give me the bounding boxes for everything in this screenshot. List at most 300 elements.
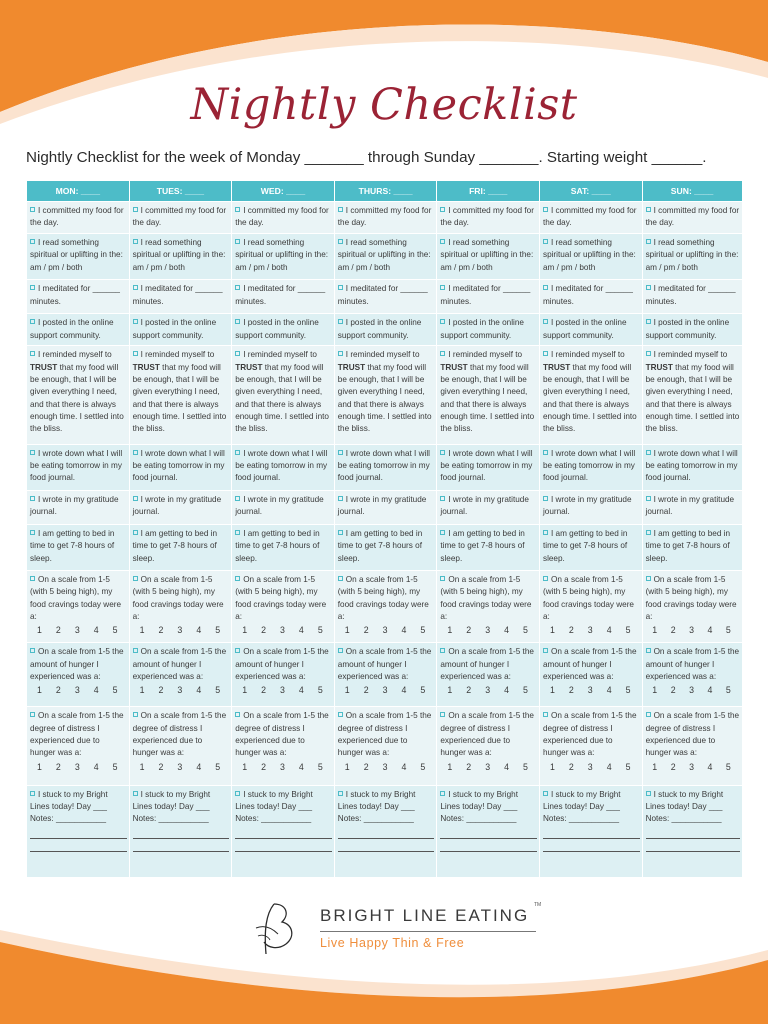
checkbox[interactable] [235,239,240,244]
rating-option[interactable]: 4 [93,685,99,696]
rating-option[interactable]: 3 [587,685,593,696]
checkbox[interactable] [646,285,651,290]
notes-field[interactable]: Notes: ___________ [337,814,414,824]
day-header-5: SAT: ____ [539,181,642,202]
checklist-cell [539,785,642,877]
checklist-cell [334,643,437,707]
rating-option[interactable]: 5 [420,685,426,696]
checkbox[interactable] [543,285,548,290]
checkbox[interactable] [235,207,240,212]
item-text: I meditated for ______ minutes. [30,284,120,306]
item-text: I committed my food for the day. [235,206,329,228]
checkbox[interactable] [338,791,343,796]
checkbox[interactable] [646,319,651,324]
checkbox[interactable] [543,450,548,455]
rating-option[interactable]: 3 [587,761,593,772]
item-text: I wrote in my gratitude journal. [440,494,529,517]
item-text: I committed my food for the day. [645,206,740,228]
checkbox[interactable] [543,351,548,356]
checklist-cell [334,524,437,570]
checkbox[interactable] [235,351,240,356]
rating-option[interactable]: 1 [139,625,145,636]
checklist-cell [642,444,742,490]
rating-option[interactable]: 3 [485,625,491,636]
checklist-cell [642,524,742,570]
checkbox[interactable] [30,319,35,324]
checkbox[interactable] [646,712,651,717]
checkbox[interactable] [30,496,35,501]
checkbox[interactable] [440,791,445,796]
rating-option[interactable]: 3 [382,761,388,772]
item-text: I stuck to my Bright Lines today! Day ___ [337,789,416,811]
notes-blank-line[interactable] [543,826,640,839]
item-text: I am getting to bed in time to get 7-8 hours of sleep. [235,528,320,563]
rating-option[interactable]: 4 [298,625,304,636]
rating-option[interactable]: 2 [261,761,266,772]
checkbox[interactable] [543,648,548,653]
notes-field[interactable]: Notes: ___________ [132,814,209,824]
rating-option[interactable]: 5 [420,761,426,772]
item-text: that my food will be enough, that I will be given everything I need, and that there is always enough time. I settled into the bliss. [30,362,124,434]
checkbox[interactable] [30,450,35,455]
checklist-row [27,314,743,346]
rating-option[interactable]: 3 [689,685,694,696]
checkbox[interactable] [133,496,138,501]
item-text: I wrote down what I will be eating tomorrow in my food journal. [132,448,225,483]
item-text: I wrote down what I will be eating tomorrow in my food journal. [645,448,738,483]
rating-option[interactable]: 5 [625,685,631,696]
item-text: I read something spiritual or uplifting in the: am / pm / both [337,238,431,272]
rating-option[interactable]: 5 [317,625,323,636]
checkbox[interactable] [30,285,35,290]
checkbox[interactable] [440,285,445,290]
notes-blank-line[interactable] [646,826,740,839]
item-emphasis: TRUST [440,362,468,372]
item-text: that my food will be enough, that I will be given everything I need, and that there is always enough time. I settled into the bliss. [440,362,535,434]
checkbox[interactable] [338,207,343,212]
nightly-checklist-table [26,180,743,878]
item-text: On a scale from 1-5 the amount of hunger I experienced was a: [542,647,637,681]
rating-option[interactable]: 4 [93,625,99,636]
checklist-cell [642,490,742,524]
rating-option[interactable]: 4 [707,685,713,696]
checkbox[interactable] [338,576,343,581]
item-text: I am getting to bed in time to get 7-8 hours of sleep. [645,528,731,563]
rating-option[interactable]: 4 [298,685,304,696]
rating-option[interactable]: 2 [670,761,676,772]
rating-option[interactable]: 2 [568,761,574,772]
rating-option[interactable]: 3 [74,761,80,772]
rating-option[interactable]: 5 [112,761,118,772]
rating-option[interactable]: 4 [401,761,407,772]
logo-brand-name: BRIGHT LINE EATING [320,906,530,925]
rating-scale [543,684,640,697]
rating-option[interactable]: 5 [317,685,323,696]
checkbox[interactable] [543,530,548,535]
notes-field[interactable]: Notes: ___________ [235,814,312,824]
rating-option[interactable]: 2 [466,625,472,636]
rating-scale [235,761,332,774]
rating-option[interactable]: 1 [242,625,248,636]
rating-option[interactable]: 1 [652,685,658,696]
checkbox[interactable] [235,576,240,581]
rating-scale [30,684,127,697]
rating-option[interactable]: 2 [363,761,369,772]
rating-option[interactable]: 5 [215,685,221,696]
item-text: On a scale from 1-5 the degree of distress I experienced due to hunger was a: [337,711,432,758]
checkbox[interactable] [440,496,445,501]
item-text: I reminded myself to [140,350,215,360]
checkbox[interactable] [235,712,240,717]
rating-option[interactable]: 2 [158,625,164,636]
rating-option[interactable]: 1 [549,685,555,696]
item-text: I stuck to my Bright Lines today! Day ___ [440,789,518,811]
rating-option[interactable]: 5 [215,625,221,636]
checklist-cell [437,524,540,570]
rating-option[interactable]: 4 [298,761,304,772]
rating-option[interactable]: 3 [177,761,183,772]
rating-option[interactable]: 4 [504,625,509,636]
checkbox[interactable] [30,791,35,796]
rating-option[interactable]: 4 [606,761,612,772]
checkbox[interactable] [543,576,548,581]
checkbox[interactable] [440,319,445,324]
rating-option[interactable]: 3 [74,625,80,636]
rating-option[interactable]: 3 [382,685,388,696]
checkbox[interactable] [543,496,548,501]
checklist-cell [232,234,335,280]
rating-option[interactable]: 3 [587,625,593,636]
checkbox[interactable] [440,239,445,244]
checkbox[interactable] [646,648,651,653]
checklist-cell [334,346,437,444]
checkbox[interactable] [235,530,240,535]
notes-blank-line[interactable] [338,839,435,852]
rating-option[interactable]: 5 [317,761,323,772]
checkbox[interactable] [133,712,138,717]
rating-option[interactable]: 1 [344,761,350,772]
checklist-cell [27,524,130,570]
item-text: I reminded myself to [345,350,420,360]
checkbox[interactable] [30,576,35,581]
checklist-cell [539,643,642,707]
rating-option[interactable]: 3 [689,625,694,636]
rating-scale [440,684,537,697]
checklist-row [27,643,743,707]
rating-scale [440,624,537,637]
checklist-cell [334,571,437,643]
checkbox[interactable] [30,207,35,212]
checkbox[interactable] [235,285,240,290]
rating-option[interactable]: 4 [504,685,509,696]
rating-option[interactable]: 3 [280,685,285,696]
swirl-b-logo-icon [252,900,308,958]
rating-option[interactable]: 4 [707,761,713,772]
checklist-cell [334,707,437,785]
rating-option[interactable]: 2 [670,685,676,696]
checklist-row [27,707,743,785]
rating-option[interactable]: 2 [670,625,676,636]
checklist-row [27,785,743,877]
rating-option[interactable]: 2 [363,625,369,636]
checklist-cell [539,707,642,785]
item-text: that my food will be enough, that I will be given everything I need, and that there is always enough time. I settled into the bliss. [337,362,432,434]
rating-option[interactable]: 2 [55,685,61,696]
checkbox[interactable] [338,239,343,244]
rating-option[interactable]: 1 [447,625,453,636]
rating-option[interactable]: 5 [420,625,426,636]
item-text: On a scale from 1-5 the amount of hunger I experienced was a: [132,647,227,681]
rating-option[interactable]: 3 [74,685,80,696]
item-text: I committed my food for the day. [337,206,432,228]
checkbox[interactable] [235,791,240,796]
checkbox[interactable] [646,207,651,212]
checkbox[interactable] [30,351,35,356]
rating-option[interactable]: 3 [280,761,285,772]
rating-scale [133,684,230,697]
notes-blank-line[interactable] [133,839,230,852]
checkbox[interactable] [338,712,343,717]
notes-blank-line[interactable] [646,839,740,852]
checkbox[interactable] [440,207,445,212]
rating-option[interactable]: 5 [725,625,731,636]
rating-option[interactable]: 2 [158,685,164,696]
rating-option[interactable]: 5 [523,685,528,696]
checkbox[interactable] [133,207,138,212]
checklist-cell [129,444,232,490]
checklist-cell [27,234,130,280]
rating-option[interactable]: 1 [652,625,658,636]
rating-option[interactable]: 5 [523,761,528,772]
rating-option[interactable]: 3 [382,625,388,636]
item-text: On a scale from 1-5 the degree of distress I experienced due to hunger was a: [542,711,637,758]
rating-option[interactable]: 4 [196,685,202,696]
item-text: that my food will be enough, that I will be given everything I need, and that there is always enough time. I settled into the bliss. [235,362,329,434]
checklist-cell [539,444,642,490]
checkbox[interactable] [543,207,548,212]
rating-option[interactable]: 1 [37,625,42,636]
item-text: I reminded myself to [38,350,112,360]
rating-option[interactable]: 1 [652,761,658,772]
checkbox[interactable] [646,351,651,356]
notes-blank-line[interactable] [30,826,127,839]
rating-option[interactable]: 1 [447,685,453,696]
checkbox[interactable] [440,530,445,535]
checkbox[interactable] [133,319,138,324]
rating-option[interactable]: 4 [196,761,202,772]
rating-option[interactable]: 1 [344,685,350,696]
rating-option[interactable]: 3 [280,625,285,636]
checkbox[interactable] [133,530,138,535]
rating-option[interactable]: 1 [549,625,555,636]
notes-blank-line[interactable] [235,839,332,852]
rating-option[interactable]: 2 [466,761,472,772]
notes-field[interactable]: Notes: ___________ [542,814,619,824]
checklist-cell [334,202,437,234]
notes-field[interactable]: Notes: ___________ [30,814,107,824]
rating-option[interactable]: 4 [401,625,407,636]
rating-option[interactable]: 5 [725,685,731,696]
checkbox[interactable] [235,496,240,501]
checkbox[interactable] [133,648,138,653]
item-text: I wrote down what I will be eating tomorrow in my food journal. [440,448,533,483]
checkbox[interactable] [338,285,343,290]
rating-option[interactable]: 3 [689,761,694,772]
rating-option[interactable]: 2 [261,625,266,636]
notes-blank-line[interactable] [440,839,537,852]
checkbox[interactable] [543,712,548,717]
rating-option[interactable]: 2 [568,625,574,636]
item-text: I meditated for ______ minutes. [235,284,326,306]
checklist-row [27,444,743,490]
rating-option[interactable]: 2 [158,761,164,772]
notes-field[interactable]: Notes: ___________ [645,814,722,824]
checkbox[interactable] [543,239,548,244]
checkbox[interactable] [338,496,343,501]
checkbox[interactable] [338,319,343,324]
checkbox[interactable] [646,530,651,535]
item-text: On a scale from 1-5 (with 5 being high), my food cravings today were a: [337,575,429,621]
rating-option[interactable]: 5 [112,685,118,696]
rating-option[interactable]: 4 [606,625,612,636]
checkbox[interactable] [133,285,138,290]
checkbox[interactable] [543,319,548,324]
checkbox[interactable] [133,239,138,244]
checklist-cell [539,280,642,314]
checkbox[interactable] [235,450,240,455]
rating-option[interactable]: 4 [196,625,202,636]
rating-option[interactable]: 1 [37,685,42,696]
checkbox[interactable] [440,450,445,455]
rating-option[interactable]: 4 [707,625,713,636]
page-title: Nightly Checklist [190,80,578,130]
rating-option[interactable]: 3 [177,625,183,636]
rating-option[interactable]: 1 [139,685,145,696]
rating-option[interactable]: 1 [37,761,42,772]
item-text: I posted in the online support community. [645,318,730,340]
checkbox[interactable] [440,351,445,356]
checklist-cell [642,643,742,707]
checklist-cell [334,234,437,280]
rating-option[interactable]: 4 [504,761,509,772]
rating-option[interactable]: 5 [725,761,731,772]
checkbox[interactable] [133,791,138,796]
item-text: I committed my food for the day. [542,206,637,228]
day-header-3: THURS: ____ [334,181,437,202]
item-text: I wrote down what I will be eating tomorrow in my food journal. [235,448,328,483]
rating-option[interactable]: 2 [55,761,61,772]
notes-field[interactable]: Notes: ___________ [440,814,517,824]
rating-option[interactable]: 2 [568,685,574,696]
checkbox[interactable] [133,576,138,581]
rating-option[interactable]: 1 [139,761,145,772]
rating-option[interactable]: 1 [447,761,453,772]
rating-option[interactable]: 3 [485,761,491,772]
checkbox[interactable] [646,576,651,581]
rating-option[interactable]: 3 [485,685,491,696]
checkbox[interactable] [543,791,548,796]
checklist-cell [232,314,335,346]
item-text: I wrote in my gratitude journal. [542,494,632,517]
checkbox[interactable] [338,450,343,455]
notes-blank-line[interactable] [543,839,640,852]
checkbox[interactable] [646,496,651,501]
notes-blank-line[interactable] [133,826,230,839]
rating-option[interactable]: 5 [625,625,631,636]
checklist-cell [642,314,742,346]
checkbox[interactable] [235,319,240,324]
checkbox[interactable] [338,648,343,653]
rating-option[interactable]: 1 [242,685,248,696]
checklist-cell [129,234,232,280]
checklist-row [27,346,743,444]
checklist-cell [642,280,742,314]
checkbox[interactable] [235,648,240,653]
rating-option[interactable]: 4 [606,685,612,696]
checkbox[interactable] [338,530,343,535]
rating-option[interactable]: 5 [112,625,118,636]
checklist-cell [27,571,130,643]
checklist-cell [129,707,232,785]
checkbox[interactable] [133,450,138,455]
checkbox[interactable] [646,450,651,455]
notes-blank-line[interactable] [338,826,435,839]
checkbox[interactable] [30,530,35,535]
checkbox[interactable] [440,712,445,717]
checkbox[interactable] [338,351,343,356]
checkbox[interactable] [646,239,651,244]
notes-blank-line[interactable] [30,839,127,852]
week-info-line: Nightly Checklist for the week of Monday _______ through Sunday _______. Starting weight ______. [26,149,707,166]
rating-option[interactable]: 4 [401,685,407,696]
logo-trademark: TM [534,902,542,908]
checkbox[interactable] [440,648,445,653]
checkbox[interactable] [440,576,445,581]
checkbox[interactable] [646,791,651,796]
rating-option[interactable]: 5 [523,625,528,636]
rating-option[interactable]: 2 [363,685,369,696]
item-text: On a scale from 1-5 (with 5 being high), my food cravings today were a: [30,575,122,621]
item-text: On a scale from 1-5 the degree of distress I experienced due to hunger was a: [30,711,124,758]
checkbox[interactable] [30,712,35,717]
notes-blank-line[interactable] [440,826,537,839]
checkbox[interactable] [30,648,35,653]
rating-option[interactable]: 2 [55,625,61,636]
rating-option[interactable]: 3 [177,685,183,696]
rating-option[interactable]: 4 [93,761,99,772]
day-header-0: MON: ____ [27,181,130,202]
checklist-cell [27,280,130,314]
checklist-cell [437,202,540,234]
checklist-row [27,524,743,570]
item-text: I committed my food for the day. [30,206,124,228]
item-text: I wrote in my gratitude journal. [235,494,324,517]
item-text: On a scale from 1-5 the degree of distress I experienced due to hunger was a: [132,711,227,758]
rating-option[interactable]: 2 [466,685,472,696]
rating-option[interactable]: 2 [261,685,266,696]
checkbox[interactable] [30,239,35,244]
rating-option[interactable]: 5 [215,761,221,772]
rating-option[interactable]: 1 [549,761,555,772]
notes-blank-line[interactable] [235,826,332,839]
checklist-cell [129,490,232,524]
item-text: On a scale from 1-5 the degree of distress I experienced due to hunger was a: [235,711,329,758]
item-text: I am getting to bed in time to get 7-8 hours of sleep. [132,528,218,563]
rating-option[interactable]: 1 [344,625,350,636]
checkbox[interactable] [133,351,138,356]
rating-option[interactable]: 5 [625,761,631,772]
rating-option[interactable]: 1 [242,761,248,772]
